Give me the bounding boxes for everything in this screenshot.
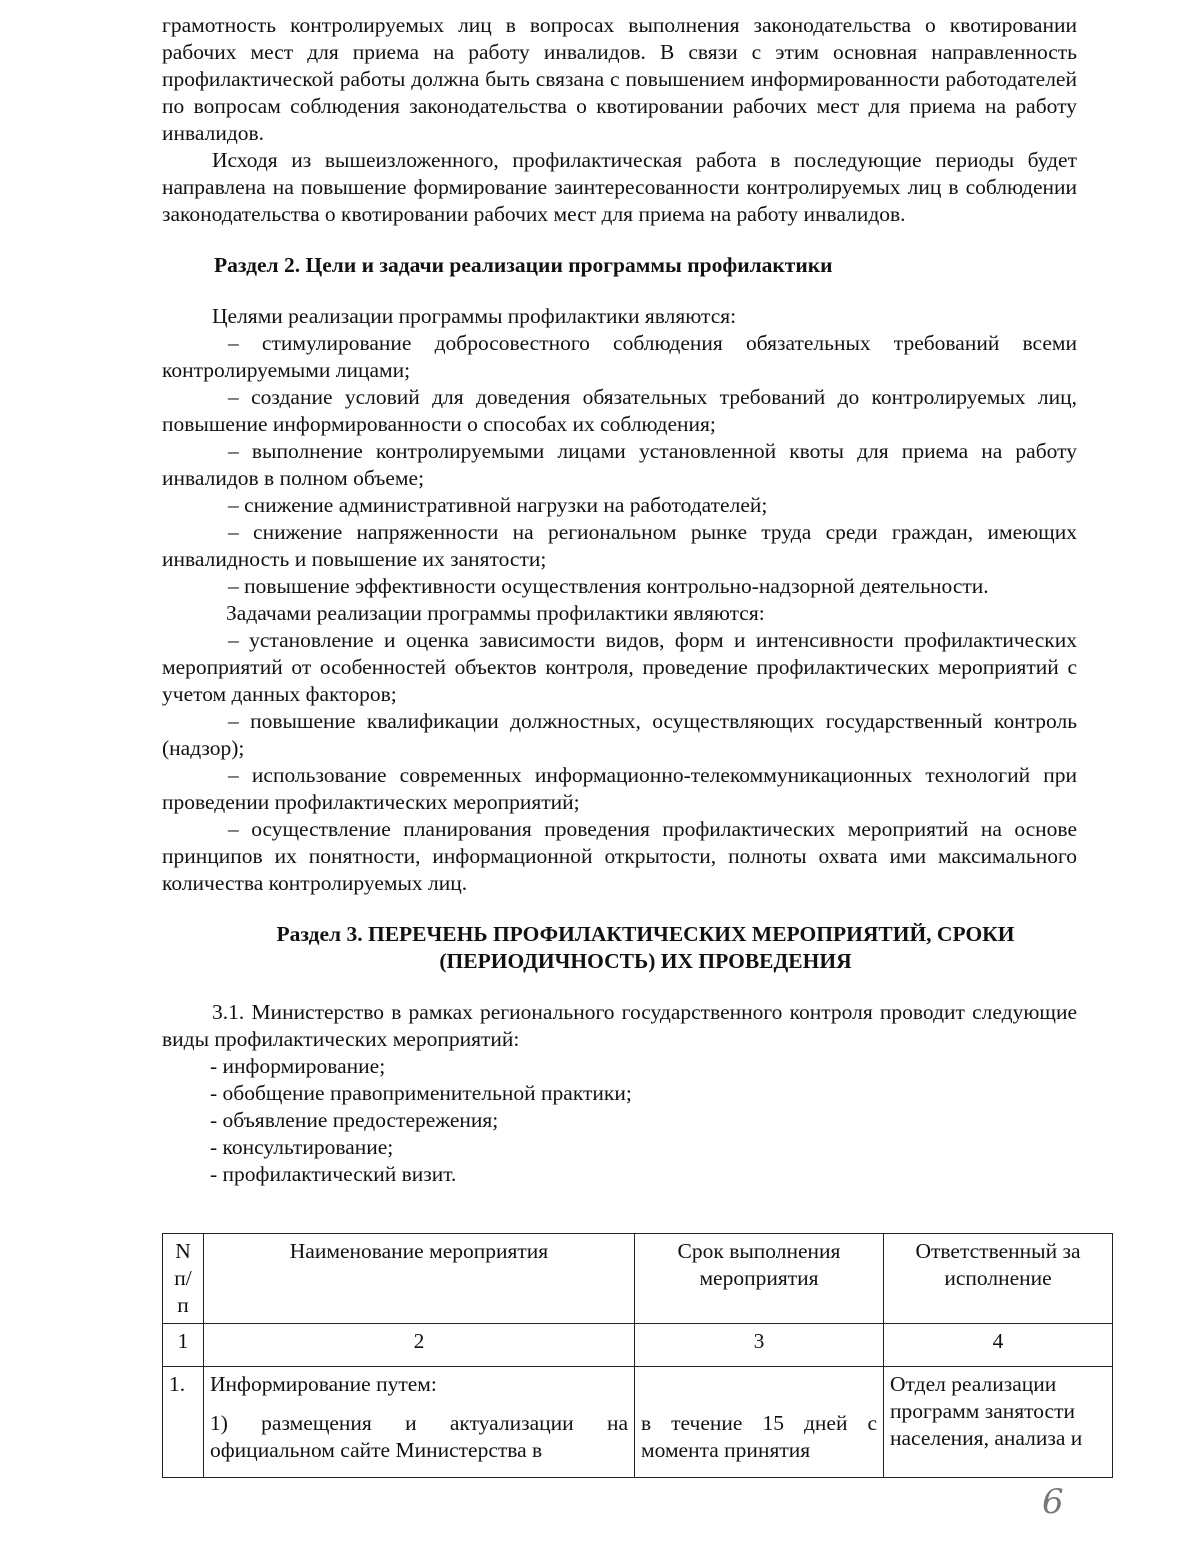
intro-paragraph-2: Исходя из вышеизложенного, профилактическая работа в последующие периоды будет направлена на повышение формирование заинтересованности контролируемых лиц в соблюдении законодательства о квотировании рабочих мест для приема на работу инвалидов. — [162, 148, 1077, 226]
goal-item: – стимулирование добросовестного соблюдения обязательных требований всеми контролируемыми лицами; — [162, 331, 1077, 382]
row-title: Информирование путем: — [210, 1372, 437, 1396]
row-deadline: в течение 15 дней с момента принятия — [641, 1411, 877, 1462]
column-number-cell: 2 — [204, 1324, 635, 1367]
row-item: 1) размещения и актуализации на официальном сайте Министерства в — [210, 1411, 628, 1462]
goal-item: – снижение напряженности на региональном рынке труда среди граждан, имеющих инвалидность и повышение их занятости; — [162, 520, 1077, 571]
intro-paragraph-1: грамотность контролируемых лиц в вопросах выполнения законодательства о квотировании рабочих мест для приема на работу инвалидов. В связи с этим основная направленность профилактической работы должна быть связана с повышением информированности работодателей по вопросам соблюдения законодательства о квотировании рабочих мест для приема на работу инвалидов. — [162, 13, 1077, 145]
measure-kind-item: - обобщение правоприменительной практики; — [210, 1081, 632, 1105]
column-number-cell: 3 — [635, 1324, 884, 1367]
task-item: – использование современных информационно-телекоммуникационных технологий при проведении профилактических мероприятий; — [162, 763, 1077, 814]
measure-kind-item: - консультирование; — [210, 1135, 394, 1159]
header-cell-responsible: Ответственный за исполнение — [884, 1234, 1113, 1324]
table-header-row — [163, 1234, 1113, 1324]
measure-kind-item: - объявление предостережения; — [210, 1108, 499, 1132]
header-cell-number: N п/п — [163, 1234, 204, 1324]
row-responsible-cell: Отдел реализации программ занятости населения, анализа и — [884, 1367, 1113, 1478]
column-number-cell: 4 — [884, 1324, 1113, 1367]
row-title-cell — [204, 1367, 635, 1478]
header-cell-deadline: Срок выполнения мероприятия — [635, 1234, 884, 1324]
header-cell-name: Наименование мероприятия — [204, 1234, 635, 1324]
goals-intro: Целями реализации программы профилактики являются: — [212, 304, 737, 328]
goal-item: – выполнение контролируемыми лицами установленной квоты для приема на работу инвалидов в полном объеме; — [162, 439, 1077, 490]
section-2-heading: Раздел 2. Цели и задачи реализации программы профилактики — [214, 253, 833, 277]
row-deadline-cell — [635, 1367, 884, 1478]
column-number-cell: 1 — [163, 1324, 204, 1367]
measure-kind-item: - профилактический визит. — [210, 1162, 457, 1186]
task-item: – повышение квалификации должностных, осуществляющих государственный контроль (надзор); — [162, 709, 1077, 760]
table-column-number-row — [163, 1324, 1113, 1367]
measure-kind-item: - информирование; — [210, 1054, 386, 1078]
section-3-paragraph: 3.1. Министерство в рамках регионального государственного контроля проводит следующие виды профилактических мероприятий: — [162, 1000, 1077, 1051]
row-number-cell: 1. — [163, 1367, 204, 1478]
goal-item: – снижение административной нагрузки на работодателей; — [228, 493, 768, 517]
task-item: – установление и оценка зависимости видов, форм и интенсивности профилактических мероприятий от особенностей объектов контроля, проведение профилактических мероприятий с учетом данных факторов; — [162, 628, 1077, 706]
tasks-intro: Задачами реализации программы профилактики являются: — [226, 601, 765, 625]
table-row — [163, 1367, 1113, 1478]
document-body — [162, 12, 1077, 1188]
task-item: – осуществление планирования проведения профилактических мероприятий на основе принципов их понятности, информационной открытости, полноты охвата ими максимального количества контролируемых лиц. — [162, 817, 1077, 895]
goal-item: – создание условий для доведения обязательных требований до контролируемых лиц, повышение информированности о способах их соблюдения; — [162, 385, 1077, 436]
section-3-heading-line-2: (ПЕРИОДИЧНОСТЬ) ИХ ПРОВЕДЕНИЯ — [439, 949, 852, 973]
section-3-heading — [162, 921, 1077, 975]
page-number: 6 — [1042, 1482, 1064, 1522]
measures-table — [162, 1233, 1113, 1478]
section-3-heading-line-1: Раздел 3. ПЕРЕЧЕНЬ ПРОФИЛАКТИЧЕСКИХ МЕРОПРИЯТИЙ, СРОКИ — [276, 922, 1015, 946]
goal-item: – повышение эффективности осуществления контрольно-надзорной деятельности. — [228, 574, 989, 598]
